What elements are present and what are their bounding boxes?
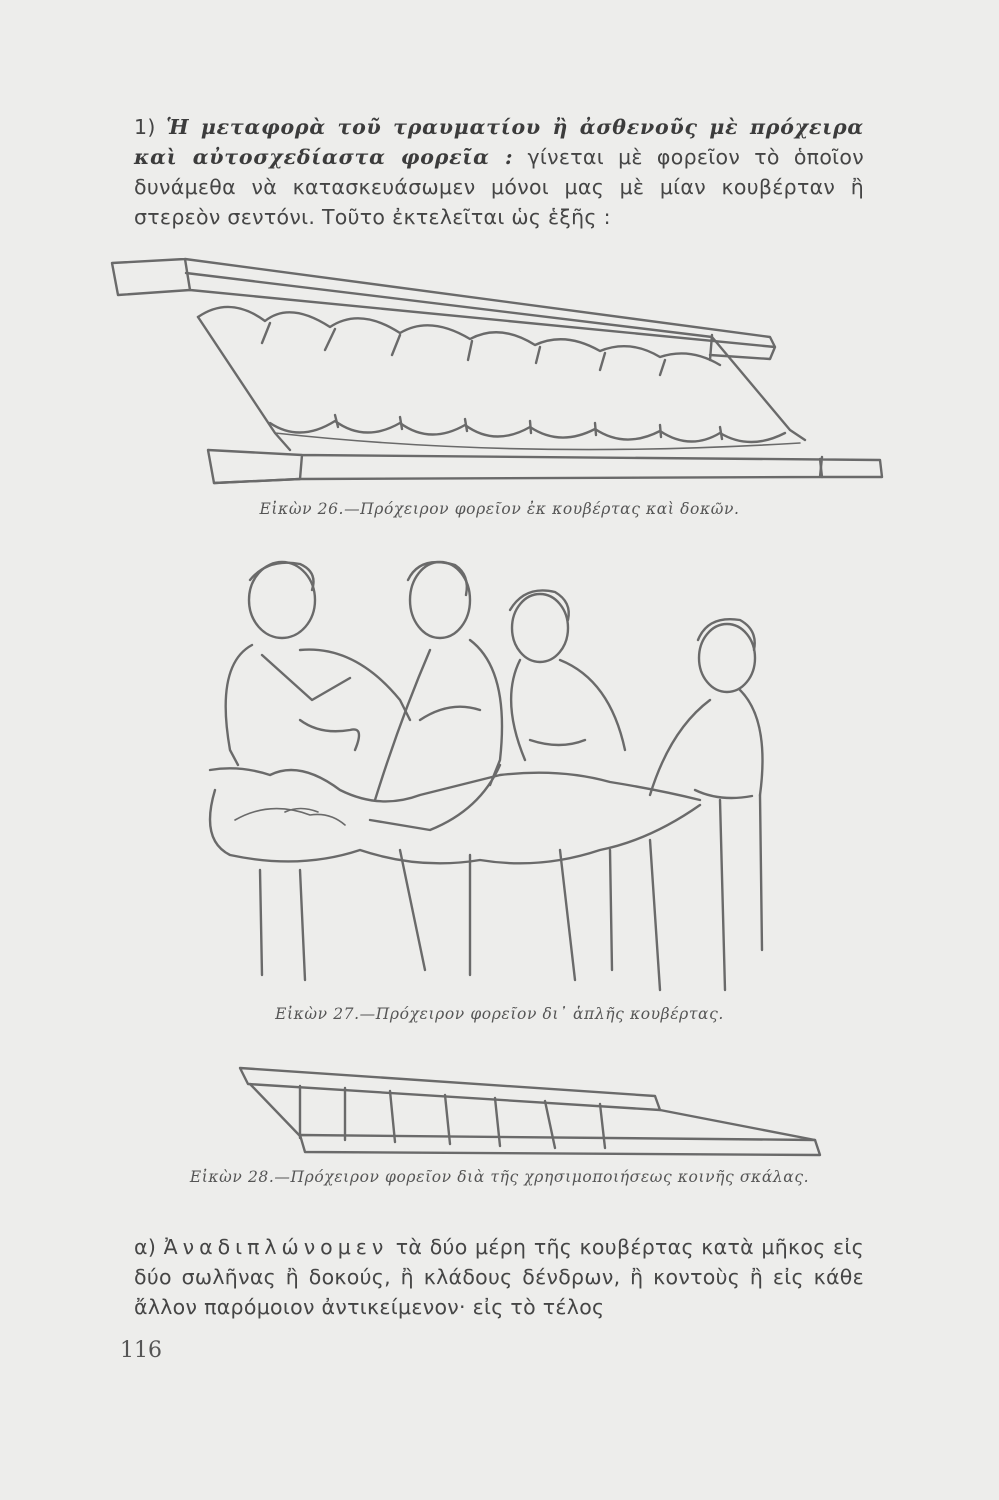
intro-body: γίνεται μὲ φορεῖον τὸ ὁποῖον δυνάμεθα νὰ κατασκευάσωμεν μόνοι μας μὲ μίαν κουβέρταν ἢ στερεὸν σεντόνι. Τοῦτο ἐκτελεῖται ὡς ἑξῆς : [134, 145, 864, 229]
figure-28-caption: Εἰκὼν 28.—Πρόχειρον φορεῖον διὰ τῆς χρησιμοποιήσεως κοινῆς σκάλας. [189, 1168, 810, 1186]
step-marker: α) [134, 1235, 157, 1259]
figure-27-caption: Εἰκὼν 27.—Πρόχειρον φορεῖον δι᾿ ἁπλῆς κουβέρτας. [275, 1005, 724, 1023]
step-spaced-word: Ἀναδιπλώνομεν [163, 1235, 389, 1259]
page-number: 116 [120, 1338, 162, 1363]
section-number: 1) [134, 115, 156, 139]
figure-27-blanket-carry-illustration [0, 550, 999, 1005]
intro-paragraph [134, 112, 864, 232]
figure-28-ladder-stretcher-illustration [0, 1060, 999, 1160]
figure-26-blanket-stretcher-illustration [0, 255, 999, 500]
step-a-paragraph [134, 1232, 864, 1322]
figure-26-caption: Εἰκὼν 26.—Πρόχειρον φορεῖον ἐκ κουβέρτας καὶ δοκῶν. [259, 500, 740, 518]
section-heading: Ἡ μεταφορὰ τοῦ τραυματίου ἢ ἀσθενοῦς μὲ πρόχειρα καὶ αὐτοσχεδίαστα φορεῖα : [134, 115, 864, 169]
step-body: τὰ δύο μέρη τῆς κουβέρτας κατὰ μῆκος εἰς δύο σωλῆνας ἢ δοκούς, ἢ κλάδους δένδρων, ἢ κοντοὺς ἢ εἰς κάθε ἄλλον παρόμοιον ἀντικείμενον· εἰς τὸ τέλος [134, 1235, 865, 1319]
